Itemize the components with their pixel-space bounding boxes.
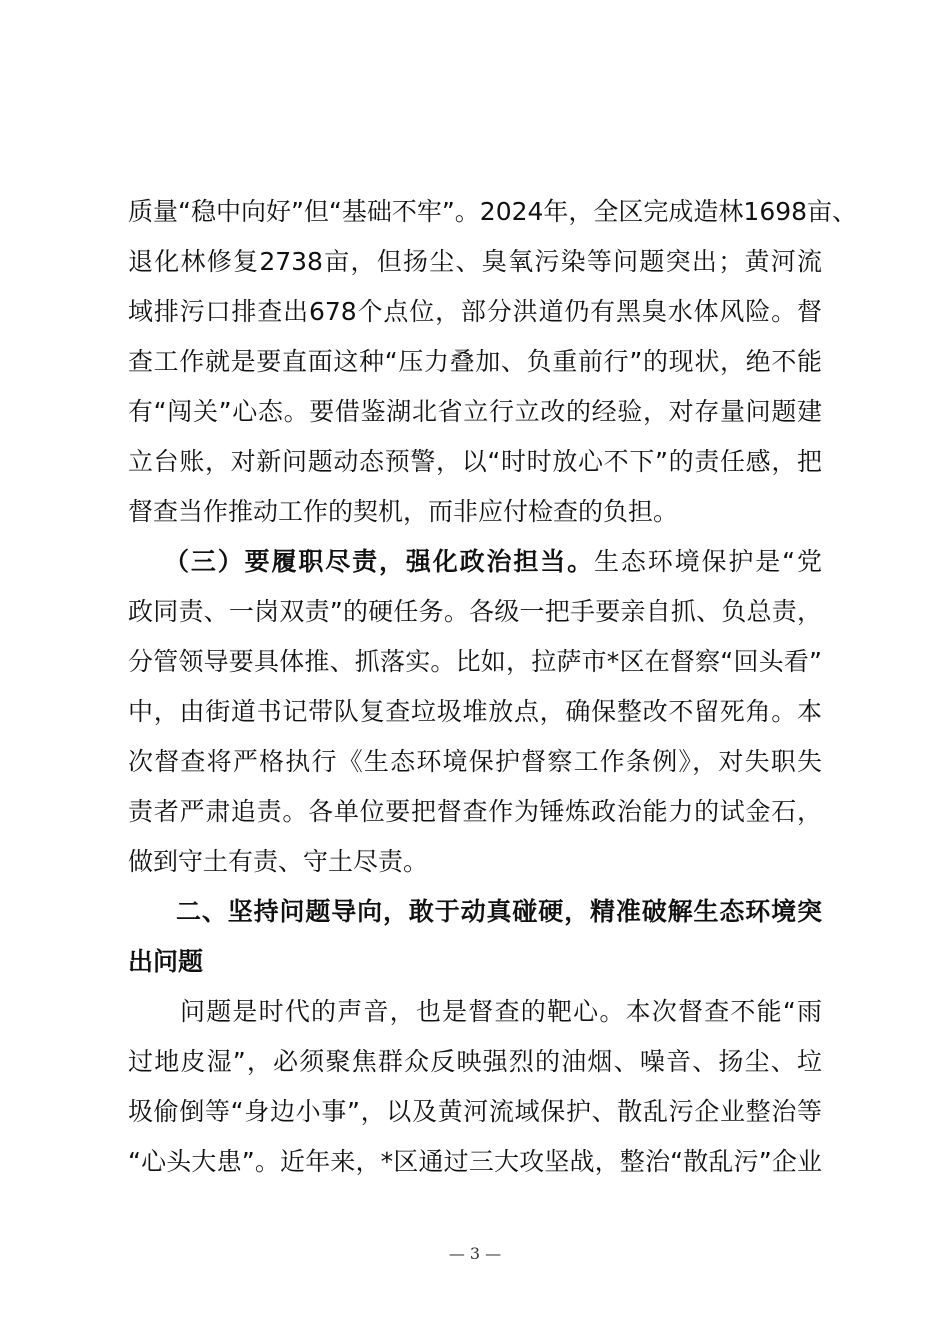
heading-line: 二、坚持问题导向，敢于动真碰硬，精准破解生态环境突 (176, 897, 822, 926)
text-line: 立台账，对新问题动态预警，以“时时放心不下”的责任感，把 (128, 447, 822, 476)
text-line: 次督查将严格执行《生态环境保护督察工作条例》，对失职失 (128, 747, 822, 776)
text-line (164, 542, 822, 582)
text-line: 圾偷倒等“身边小事”，以及黄河流域保护、散乱污企业整治等 (128, 1097, 822, 1126)
text-line: 问题是时代的声音，也是督查的靶心。本次督查不能“雨 (180, 997, 822, 1026)
text-line: 质量“稳中向好”但“基础不牢”。2024年，全区完成造林1698亩、 (128, 197, 858, 226)
text-line: “心头大患”。近年来，*区通过三大攻坚战，整治“散乱污”企业 (128, 1147, 822, 1176)
text-line: 做到守土有责、守土尽责。 (128, 847, 429, 876)
text-line: 过地皮湿”，必须聚焦群众反映强烈的油烟、噪音、扬尘、垃 (128, 1047, 822, 1076)
text-line: 查工作就是要直面这种“压力叠加、负重前行”的现状，绝不能 (128, 347, 822, 376)
heading-line: 出问题 (128, 947, 204, 976)
text-line: 督查当作推动工作的契机，而非应付检查的负担。 (128, 497, 679, 526)
page-number: — 3 — (448, 1244, 502, 1263)
text-line: 域排污口排查出678个点位，部分洪道仍有黑臭水体风险。督 (128, 297, 822, 326)
text-line: 中，由街道书记带队复查垃圾堆放点，确保整改不留死角。本 (128, 697, 822, 726)
subsection-heading: （三）要履职尽责，强化政治担当。 (164, 547, 595, 576)
text-span: 生态环境保护是“党 (594, 547, 822, 576)
text-line: 责者严肃追责。各单位要把督查作为锤炼政治能力的试金石， (128, 797, 822, 826)
text-line: 退化林修复2738亩，但扬尘、臭氧污染等问题突出；黄河流 (128, 247, 822, 276)
text-line: 有“闯关”心态。要借鉴湖北省立行立改的经验，对存量问题建 (128, 397, 822, 426)
text-line: 分管领导要具体推、抓落实。比如，拉萨市*区在督察“回头看” (128, 647, 822, 676)
text-line: 政同责、一岗双责”的硬任务。各级一把手要亲自抓、负总责， (128, 597, 822, 626)
